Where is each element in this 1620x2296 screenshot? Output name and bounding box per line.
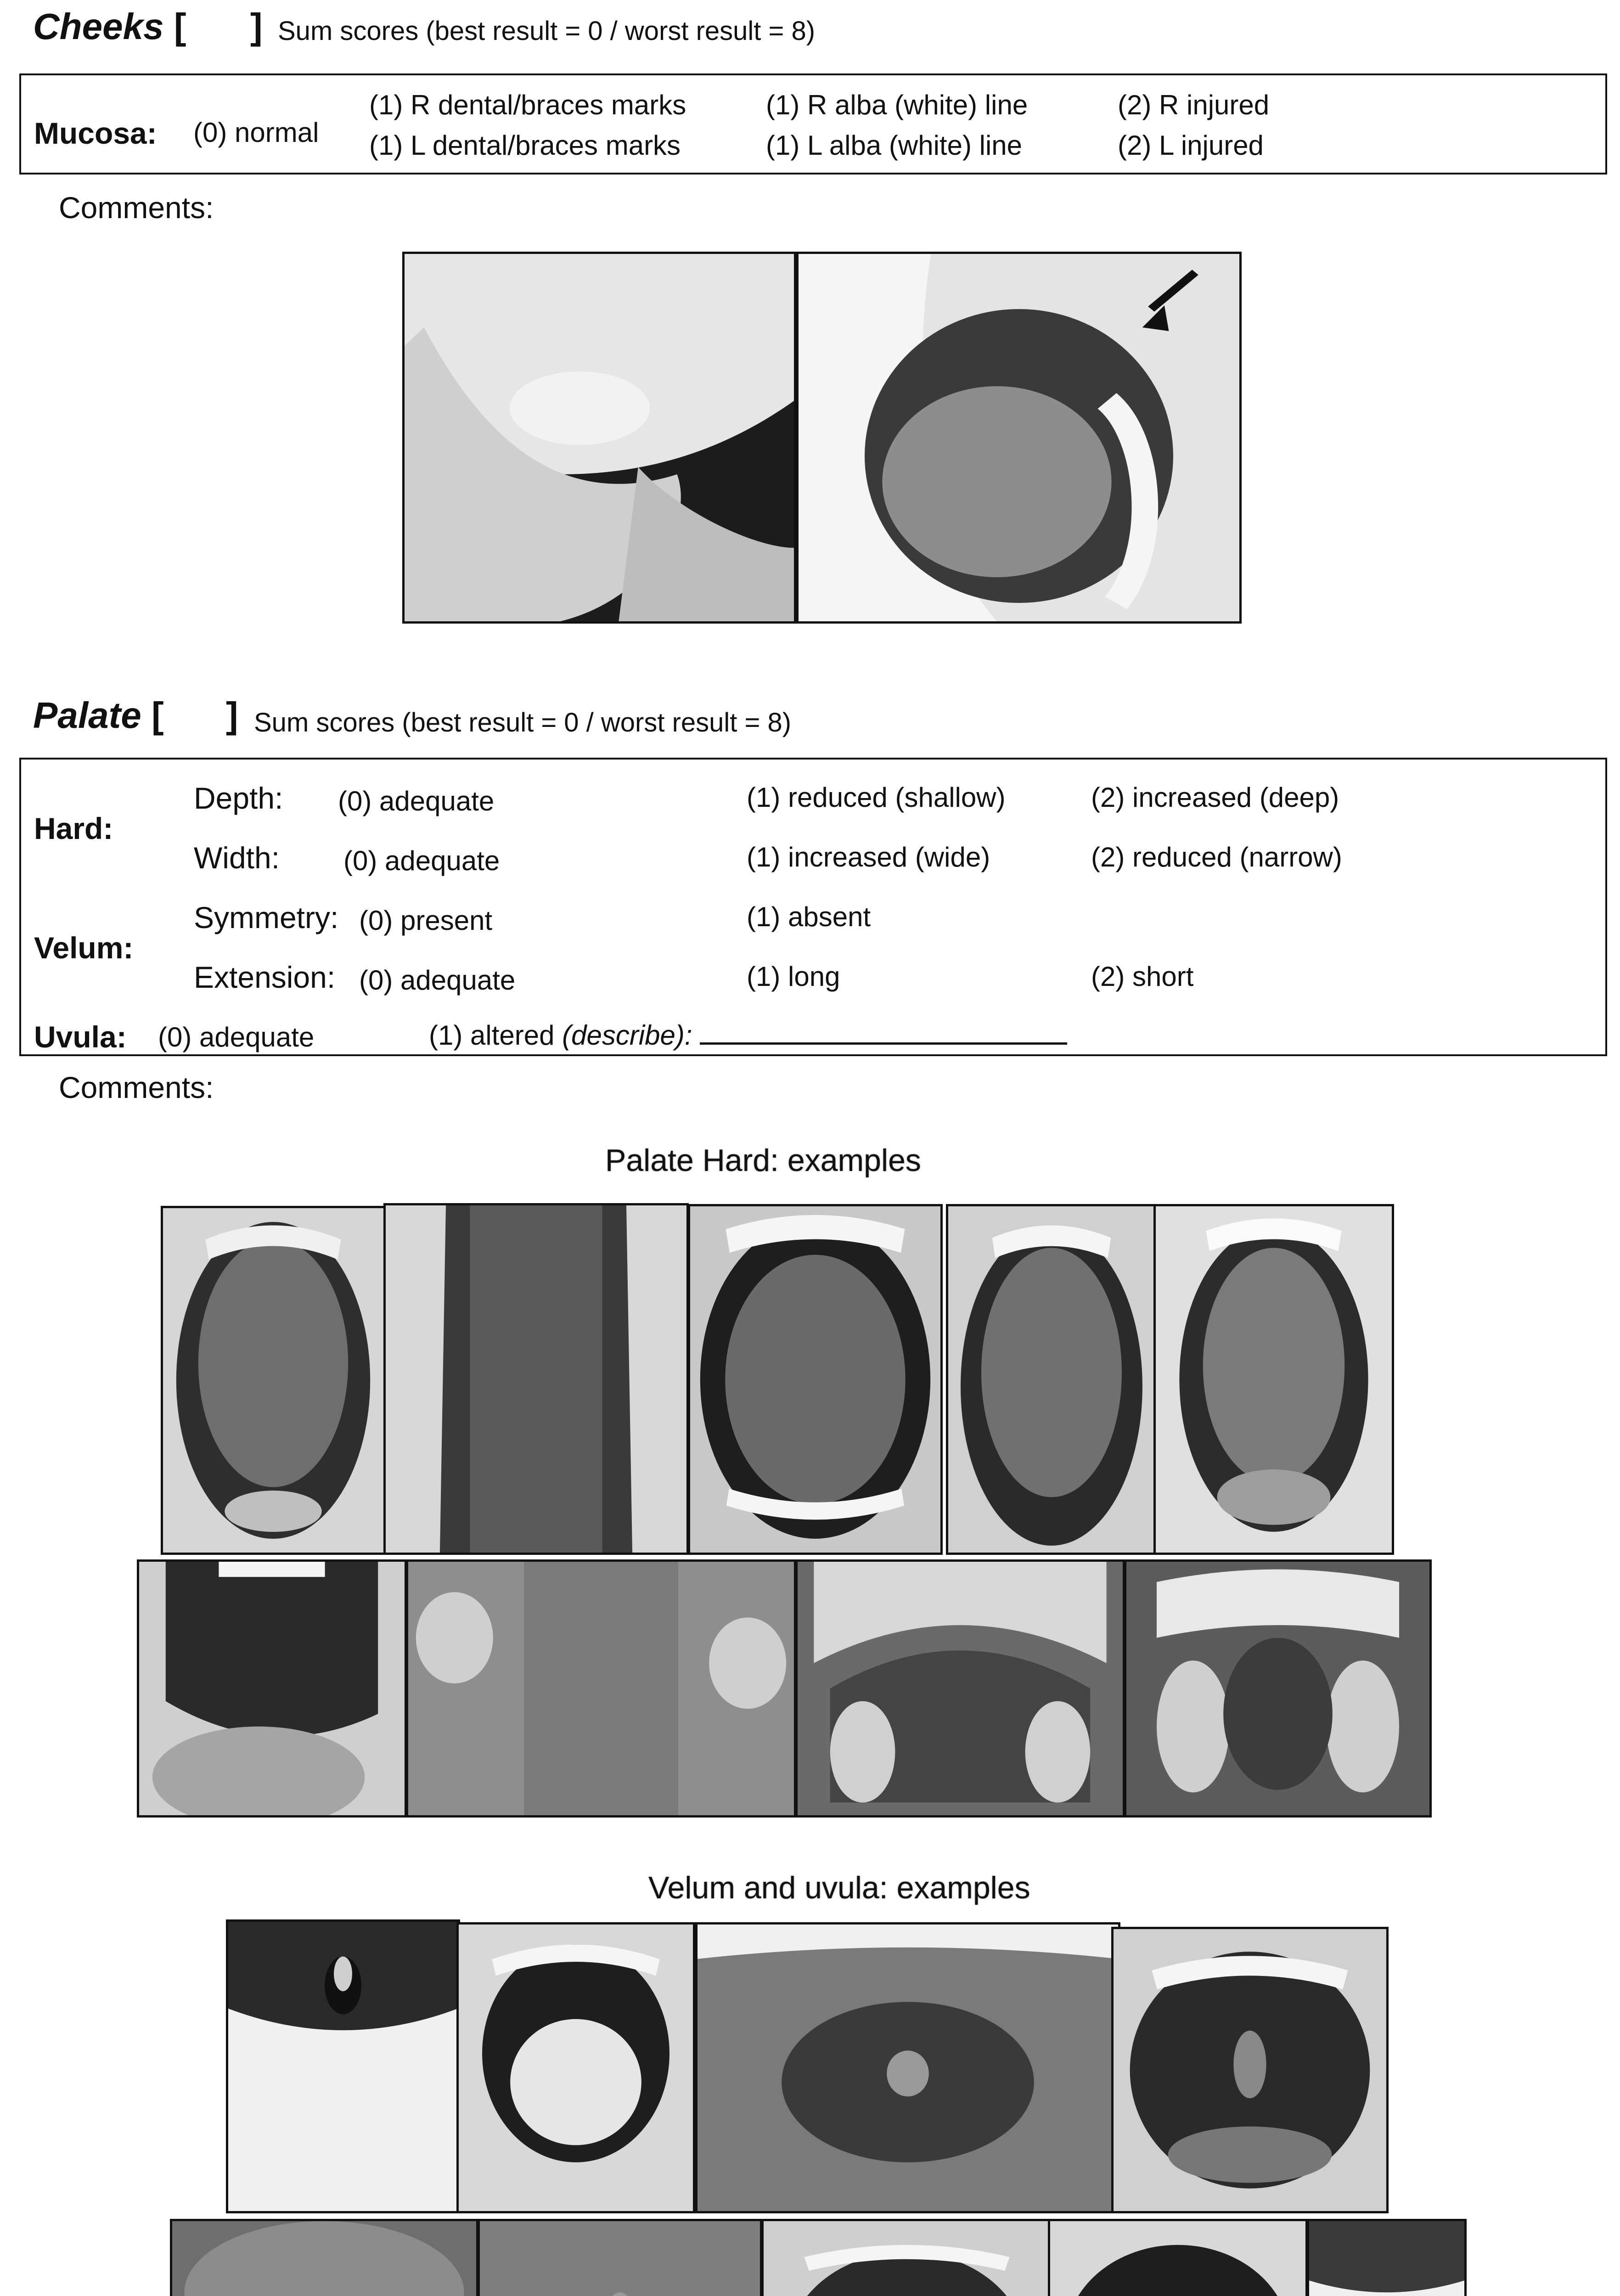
depth-option-1: (1) reduced (shallow): [747, 782, 1006, 813]
palate-box: [19, 758, 1607, 1056]
velum-photo-2: [456, 1922, 695, 2213]
cheeks-subtitle: Sum scores (best result = 0 / worst result = 8): [278, 16, 816, 46]
mucosa-l-injured: (2) L injured: [1118, 130, 1264, 161]
velum-photo-1: [226, 1919, 460, 2213]
hard-palate-photo-2: [383, 1203, 689, 1555]
uvula-describe-field[interactable]: [700, 1019, 1067, 1045]
palate-bracket-close: ]: [226, 695, 238, 736]
hard-palate-photo-3: [688, 1204, 943, 1555]
hard-palate-photo-1: [161, 1206, 386, 1555]
hard-palate-photo-6: [137, 1559, 407, 1818]
mucosa-l-alba: (1) L alba (white) line: [766, 130, 1023, 161]
velum-photo-4: [1111, 1927, 1389, 2213]
uvula-label: Uvula:: [34, 1020, 127, 1054]
uvula-option-0: (0) adequate: [158, 1022, 315, 1052]
mucosa-l-dental: (1) L dental/braces marks: [369, 130, 681, 161]
depth-option-2: (2) increased (deep): [1091, 782, 1339, 813]
cheeks-bracket-close: ]: [250, 6, 263, 47]
mucosa-box: [19, 73, 1607, 174]
mucosa-r-alba: (1) R alba (white) line: [766, 90, 1028, 120]
cheek-photo-right: [796, 252, 1242, 624]
velum-examples-caption: Velum and uvula: examples: [648, 1870, 1030, 1905]
hard-palate-photo-5: [1153, 1204, 1394, 1555]
velum-photo-7: [761, 2219, 1052, 2296]
palate-bracket-open: [: [151, 695, 164, 736]
extension-label: Extension:: [194, 960, 336, 994]
hard-palate-photo-8: [795, 1559, 1125, 1818]
width-option-2: (2) reduced (narrow): [1091, 842, 1342, 872]
extension-option-0: (0) adequate: [359, 965, 516, 996]
velum-photo-3: [695, 1922, 1120, 2213]
hard-palate-photo-9: [1124, 1559, 1432, 1818]
mucosa-label: Mucosa:: [34, 116, 157, 150]
mucosa-normal: (0) normal: [193, 117, 319, 148]
velum-photo-8: [1048, 2219, 1308, 2296]
velum-photo-5: [170, 2219, 478, 2296]
symmetry-label: Symmetry:: [194, 900, 339, 934]
palate-comments: Comments:: [59, 1070, 214, 1104]
velum-photo-9: [1307, 2219, 1467, 2296]
velum-photo-6: [478, 2219, 762, 2296]
hard-label: Hard:: [34, 811, 113, 845]
mucosa-r-dental: (1) R dental/braces marks: [369, 90, 686, 120]
velum-label: Velum:: [34, 931, 134, 965]
hard-palate-photo-4: [946, 1204, 1157, 1555]
cheeks-bracket-open: [: [174, 6, 186, 47]
hard-examples-caption: Palate Hard: examples: [605, 1143, 921, 1178]
depth-option-0: (0) adequate: [338, 786, 495, 816]
hard-palate-photo-7: [406, 1559, 796, 1818]
depth-label: Depth:: [194, 781, 283, 815]
extension-option-2: (2) short: [1091, 961, 1194, 992]
width-option-0: (0) adequate: [343, 845, 500, 876]
cheeks-comments: Comments:: [59, 191, 214, 225]
cheek-photo-left: [402, 252, 796, 624]
width-label: Width:: [194, 841, 280, 875]
cheeks-title: Cheeks [: [33, 6, 186, 47]
symmetry-option-0: (0) present: [359, 905, 493, 936]
mucosa-r-injured: (2) R injured: [1118, 90, 1270, 120]
extension-option-1: (1) long: [747, 961, 840, 992]
palate-title: Palate [: [33, 695, 164, 736]
uvula-option-1: (1) altered (describe):: [429, 1019, 1067, 1051]
uvula-describe-label: (describe):: [562, 1020, 692, 1051]
palate-subtitle: Sum scores (best result = 0 / worst result = 8): [254, 708, 792, 737]
width-option-1: (1) increased (wide): [747, 842, 990, 872]
symmetry-option-1: (1) absent: [747, 901, 871, 932]
